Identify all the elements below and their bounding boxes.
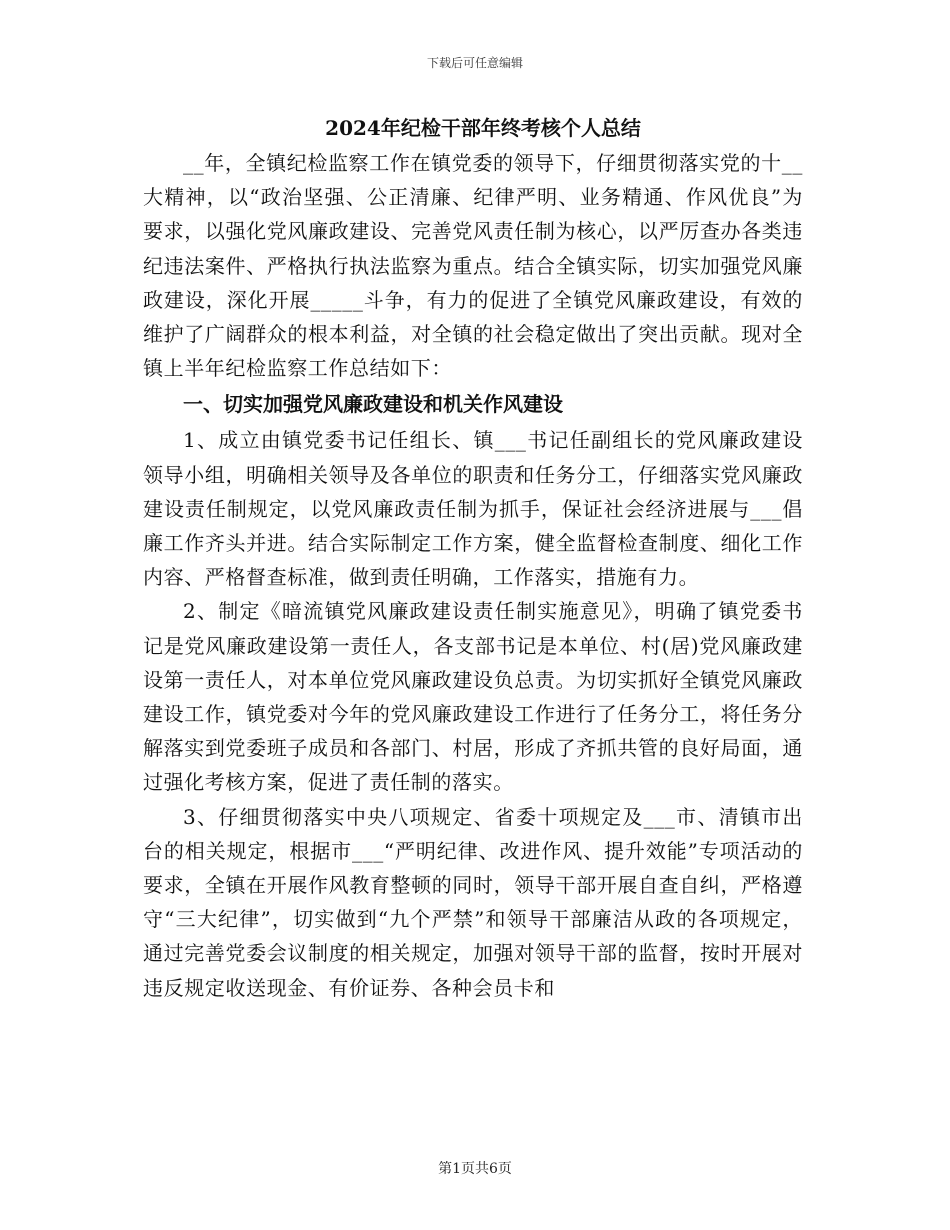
document-title: 2024年纪检干部年终考核个人总结 [325, 116, 641, 140]
intro-paragraph: __年，全镇纪检监察工作在镇党委的领导下，仔细贯彻落实党的十__大精神，以“政治坚强、公正清廉、纪律严明、业务精通、作风优良”为要求，以强化党风廉政建设、完善党风责任制为核心，以严厉查办各类违纪违法案件、严格执行执法监察为重点。结合全镇实际，切实加强党风廉政建设，深化开展_____斗争，有力的促进了全镇党风廉政建设，有效的维护了广阔群众的根本利益，对全镇的社会稳定做出了突出贡献。现对全镇上半年纪检监察工作总结如下： [143, 151, 803, 381]
section-heading-1: 一、切实加强党风廉政建设和机关作风建设 [183, 392, 563, 417]
page-footer-number: 第1页共6页 [438, 1161, 512, 1177]
page-header-note: 下载后可任意编辑 [426, 56, 523, 70]
paragraph-item-3: 3、仔细贯彻落实中央八项规定、省委十项规定及___市、清镇市出台的相关规定，根据市___“严明纪律、改进作风、提升效能”专项活动的要求，全镇在开展作风教育整顿的同时，领导干部开展自查自纠，严格遵守“三大纪律”，切实做到“九个严禁”和领导干部廉洁从政的各项规定，通过完善党委会议制度的相关规定，加强对领导干部的监督，按时开展对违反规定收送现金、有价证券、各种会员卡和 [143, 804, 803, 1000]
paragraph-item-1: 1、成立由镇党委书记任组长、镇___书记任副组长的党风廉政建设领导小组，明确相关领导及各单位的职责和任务分工，仔细落实党风廉政建设责任制规定，以党风廉政责任制为抓手，保证社会经济进展与___倡廉工作齐头并进。结合实际制定工作方案，健全监督检查制度、细化工作内容、严格督查标准，做到责任明确，工作落实，措施有力。 [143, 428, 803, 590]
document-body [143, 110, 803, 1005]
paragraph-item-2: 2、制定《暗流镇党风廉政建设责任制实施意见》，明确了镇党委书记是党风廉政建设第一责任人，各支部书记是本单位、村(居)党风廉政建设第一责任人，对本单位党风廉政建设负总责。为切实抓好全镇党风廉政建设工作，镇党委对今年的党风廉政建设工作进行了任务分工，将任务分解落实到党委班子成员和各部门、村居，形成了齐抓共管的良好局面，通过强化考核方案，促进了责任制的落实。 [143, 599, 803, 795]
